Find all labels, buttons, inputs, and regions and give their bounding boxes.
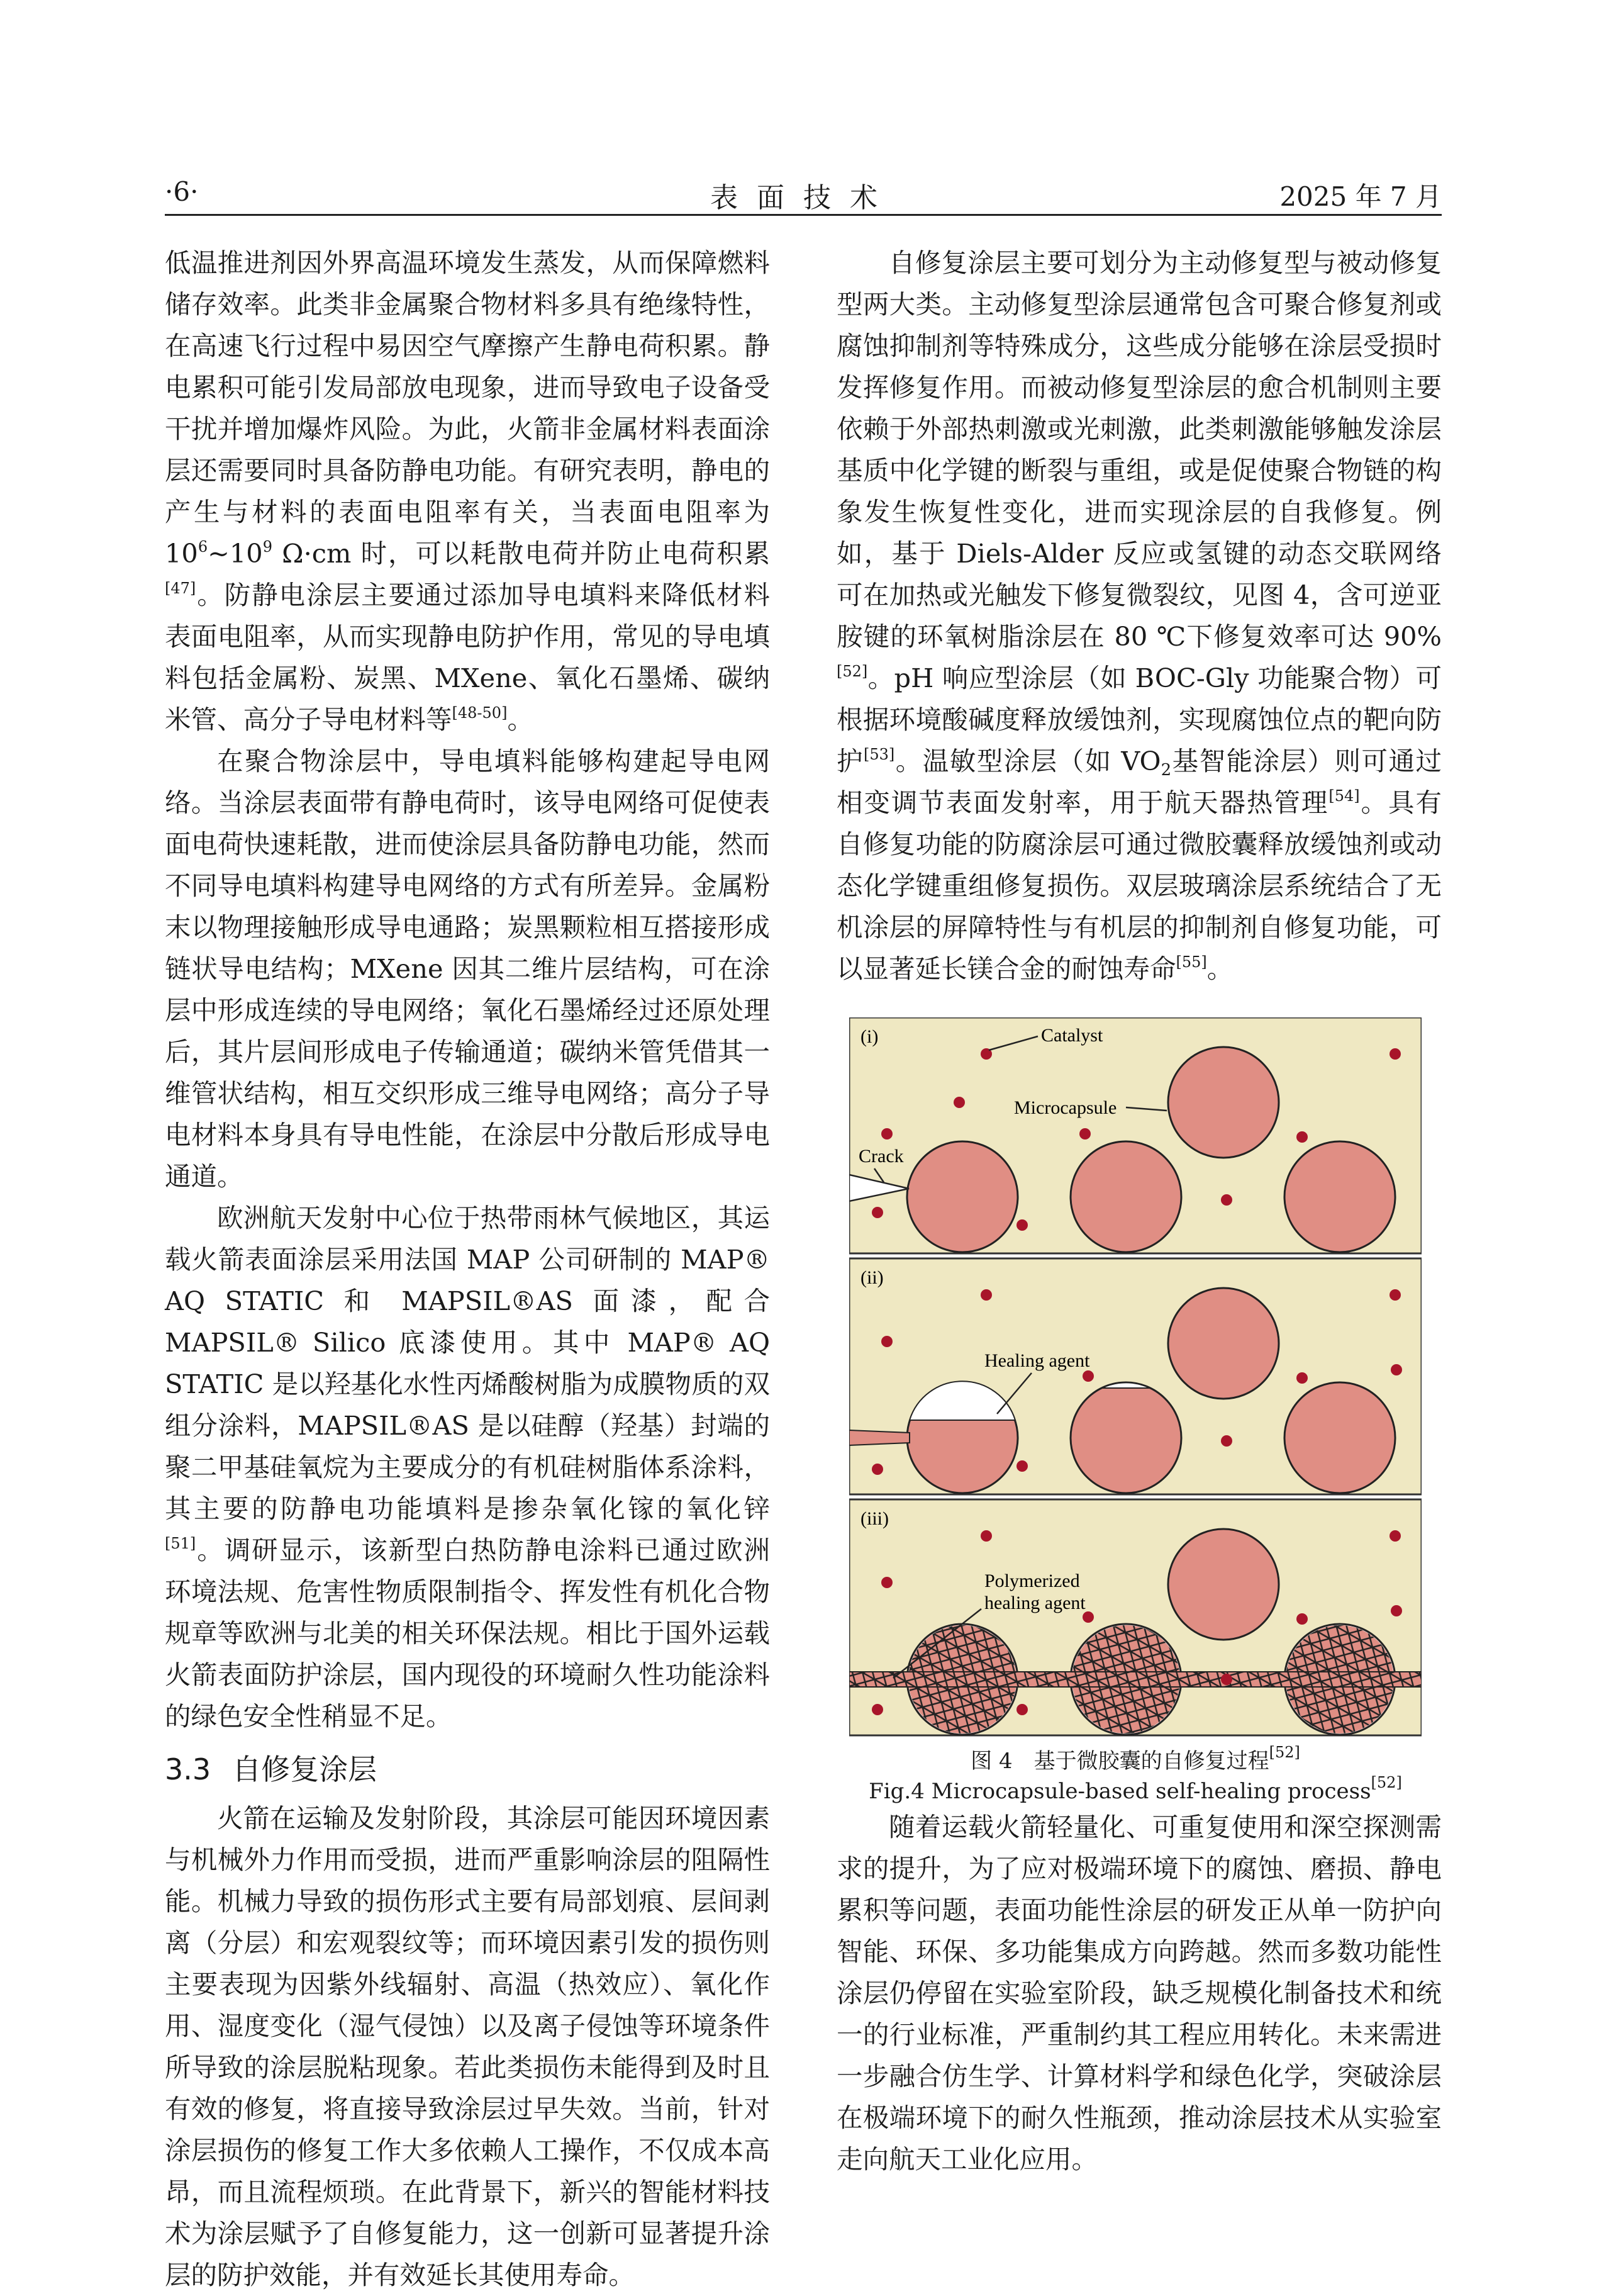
polymerized-label-line1: Polymerized (984, 1571, 1080, 1591)
panel-ii (849, 1258, 1422, 1494)
figure-caption (849, 1746, 1422, 1806)
citation: [48-50] (452, 704, 508, 722)
microcapsule (1071, 1141, 1181, 1252)
citation: [51] (165, 1535, 196, 1552)
issue-date: 2025 年 7 月 (1279, 181, 1442, 212)
citation: [54] (1328, 787, 1360, 805)
microcapsule-figure (849, 1017, 1422, 1741)
section-heading: 3.3 自修复涂层 (165, 1752, 377, 1786)
right-column (837, 242, 1442, 2180)
citation: [47] (165, 580, 196, 597)
catalyst-label: Catalyst (1041, 1025, 1103, 1046)
paragraph-outlook: 随着运载火箭轻量化、可重复使用和深空探测需求的提升，为了应对极端环境下的腐蚀、磨损、静电累积等问题，表面功能性涂层的研发正从单一防护向智能、环保、多功能集成方向跨越。然而多数功能性涂层仍停留在实验室阶段，缺乏规模化制备技术和统一的行业标准，严重制约其工程应用转化。未来需进一步融合仿生学、计算材料学和绿色化学，突破涂层在极端环境下的耐久性瓶颈，推动涂层技术从实验室走向航天工业化应用。 (837, 1812, 1442, 2175)
caption-english: Fig.4 Microcapsule-based self-healing process[52] (869, 1774, 1402, 1804)
citation: [55] (1176, 953, 1207, 971)
paragraph-antistatic-intro: 低温推进剂因外界高温环境发生蒸发，从而保障燃料储存效率。此类非金属聚合物材料多具有绝缘特性，在高速飞行过程中易因空气摩擦产生静电荷积累。静电累积可能引发局部放电现象，进而导致电子设备受干扰并增加爆炸风险。为此，火箭非金属材料表面涂层还需要同时具备防静电功能。有研究表明，静电的产生与材料的表面电阻率有关，当表面电阻率为 $10^6\sim 10^9$ Ω·cm 时，可以耗散电荷并防止电荷积累[47]。防静电涂层主要通过添加导电填料来降低材料表面电阻率，从而实现静电防护作用，常见的导电填料包括金属粉、炭黑、MXene、氧化石墨烯、碳纳米管、高分子导电材料等[48-50]。 (165, 247, 770, 735)
page-header (165, 170, 1442, 216)
panel-label: (iii) (860, 1508, 889, 1529)
panel-i (849, 1017, 1422, 1253)
journal-title: 表面技术 (710, 182, 896, 214)
panel-iii (849, 1499, 1422, 1735)
healing-agent-label: Healing agent (984, 1350, 1090, 1371)
crack-label: Crack (859, 1146, 904, 1167)
figure-4 (849, 1017, 1422, 1806)
microcapsule (907, 1141, 1018, 1252)
polymerized-label-line2: healing agent (984, 1593, 1086, 1613)
paragraph-self-healing-intro: 火箭在运输及发射阶段，其涂层可能因环境因素与机械外力作用而受损，进而严重影响涂层的阻隔性能。机械力导致的损伤形式主要有局部划痕、层间剥离（分层）和宏观裂纹等；而环境因素引发的损伤则主要表现为因紫外线辐射、高温（热效应）、氧化作用、湿度变化（湿气侵蚀）以及离子侵蚀等环境条件所导致的涂层脱粘现象。若此类损伤未能得到及时且有效的修复，将直接导致涂层过早失效。当前，针对涂层损伤的修复工作大多依赖人工操作，不仅成本高昂，而且流程烦琐。在此背景下，新兴的智能材料技术为涂层赋予了自修复能力，这一创新可显著提升涂层的防护效能，并有效延长其使用寿命。 (165, 1803, 770, 2290)
microcapsule-label: Microcapsule (1014, 1097, 1117, 1118)
caption-chinese: 图 4 基于微胶囊的自修复过程[52] (971, 1744, 1300, 1774)
left-column (165, 242, 770, 2296)
microcapsule (1168, 1047, 1279, 1158)
panel-label: (i) (860, 1026, 879, 1047)
paragraph-self-healing-types: 自修复涂层主要可划分为主动修复型与被动修复型两大类。主动修复型涂层通常包含可聚合修复剂或腐蚀抑制剂等特殊成分，这些成分能够在涂层受损时发挥修复作用。而被动修复型涂层的愈合机制则主要依赖于外部热刺激或光刺激，此类刺激能够触发涂层基质中化学键的断裂与重组，或是促使聚合物链的构象发生恢复性变化，进而实现涂层的自我修复。例如，基于 Diels-Alder 反应或氢键的动态交联网络可在加热或光触发下修复微裂纹，见图 4，含可逆亚胺键的环氧树脂涂层在 80 ℃下修复效率可达 90%[52]。pH 响应型涂层（如 BOC-Gly 功能聚合物）可根据环境酸碱度释放缓蚀剂，实现腐蚀位点的靶向防护[53]。温敏型涂层（如 $VO_2$基智能涂层）则可通过相变调节表面发射率，用于航天器热管理[54]。具有自修复功能的防腐涂层可通过微胶囊释放缓蚀剂或动态化学键重组修复损伤。双层玻璃涂层系统结合了无机涂层的屏障特性与有机层的抑制剂自修复功能，可以显著延长镁合金的耐蚀寿命[55]。 (837, 247, 1442, 984)
page-number: ·6· (165, 176, 199, 207)
paragraph-conductive-network: 在聚合物涂层中，导电填料能够构建起导电网络。当涂层表面带有静电荷时，该导电网络可促使表面电荷快速耗散，进而使涂层具备防静电功能，然而不同导电填料构建导电网络的方式有所差异。金属粉末以物理接触形成导电通路；炭黑颗粒相互搭接形成链状导电结构；MXene 因其二维片层结构，可在涂层中形成连续的导电网络；氧化石墨烯经过还原处理后，其片层间形成电子传输通道；碳纳米管凭借其一维管状结构，相互交织形成三维导电网络；高分子导电材料本身具有导电性能，在涂层中分散后形成导电通道。 (165, 746, 770, 1192)
paragraph-europe-coatings: 欧洲航天发射中心位于热带雨林气候地区，其运载火箭表面涂层采用法国 MAP 公司研制的 MAP® AQ STATIC 和 MAPSIL®AS 面漆，配合 MAPSIL® Silico 底漆使用。其中 MAP® AQ STATIC 是以羟基化水性丙烯酸树脂为成膜物质的双组分涂料，MAPSIL®AS 是以硅醇（羟基）封端的聚二甲基硅氧烷为主要成分的有机硅树脂体系涂料，其主要的防静电功能填料是掺杂氧化镓的氧化锌[51]。调研显示，该新型白热防静电涂料已通过欧洲环境法规、危害性物质限制指令、挥发性有机化合物规章等欧洲与北美的相关环保法规。相比于国外运载火箭表面防护涂层，国内现役的环境耐久性功能涂料的绿色安全性稍显不足。 (165, 1202, 770, 1732)
microcapsule (1284, 1141, 1395, 1252)
citation: [53] (864, 746, 895, 763)
panel-label: (ii) (860, 1267, 884, 1288)
citation: [52] (837, 663, 868, 680)
